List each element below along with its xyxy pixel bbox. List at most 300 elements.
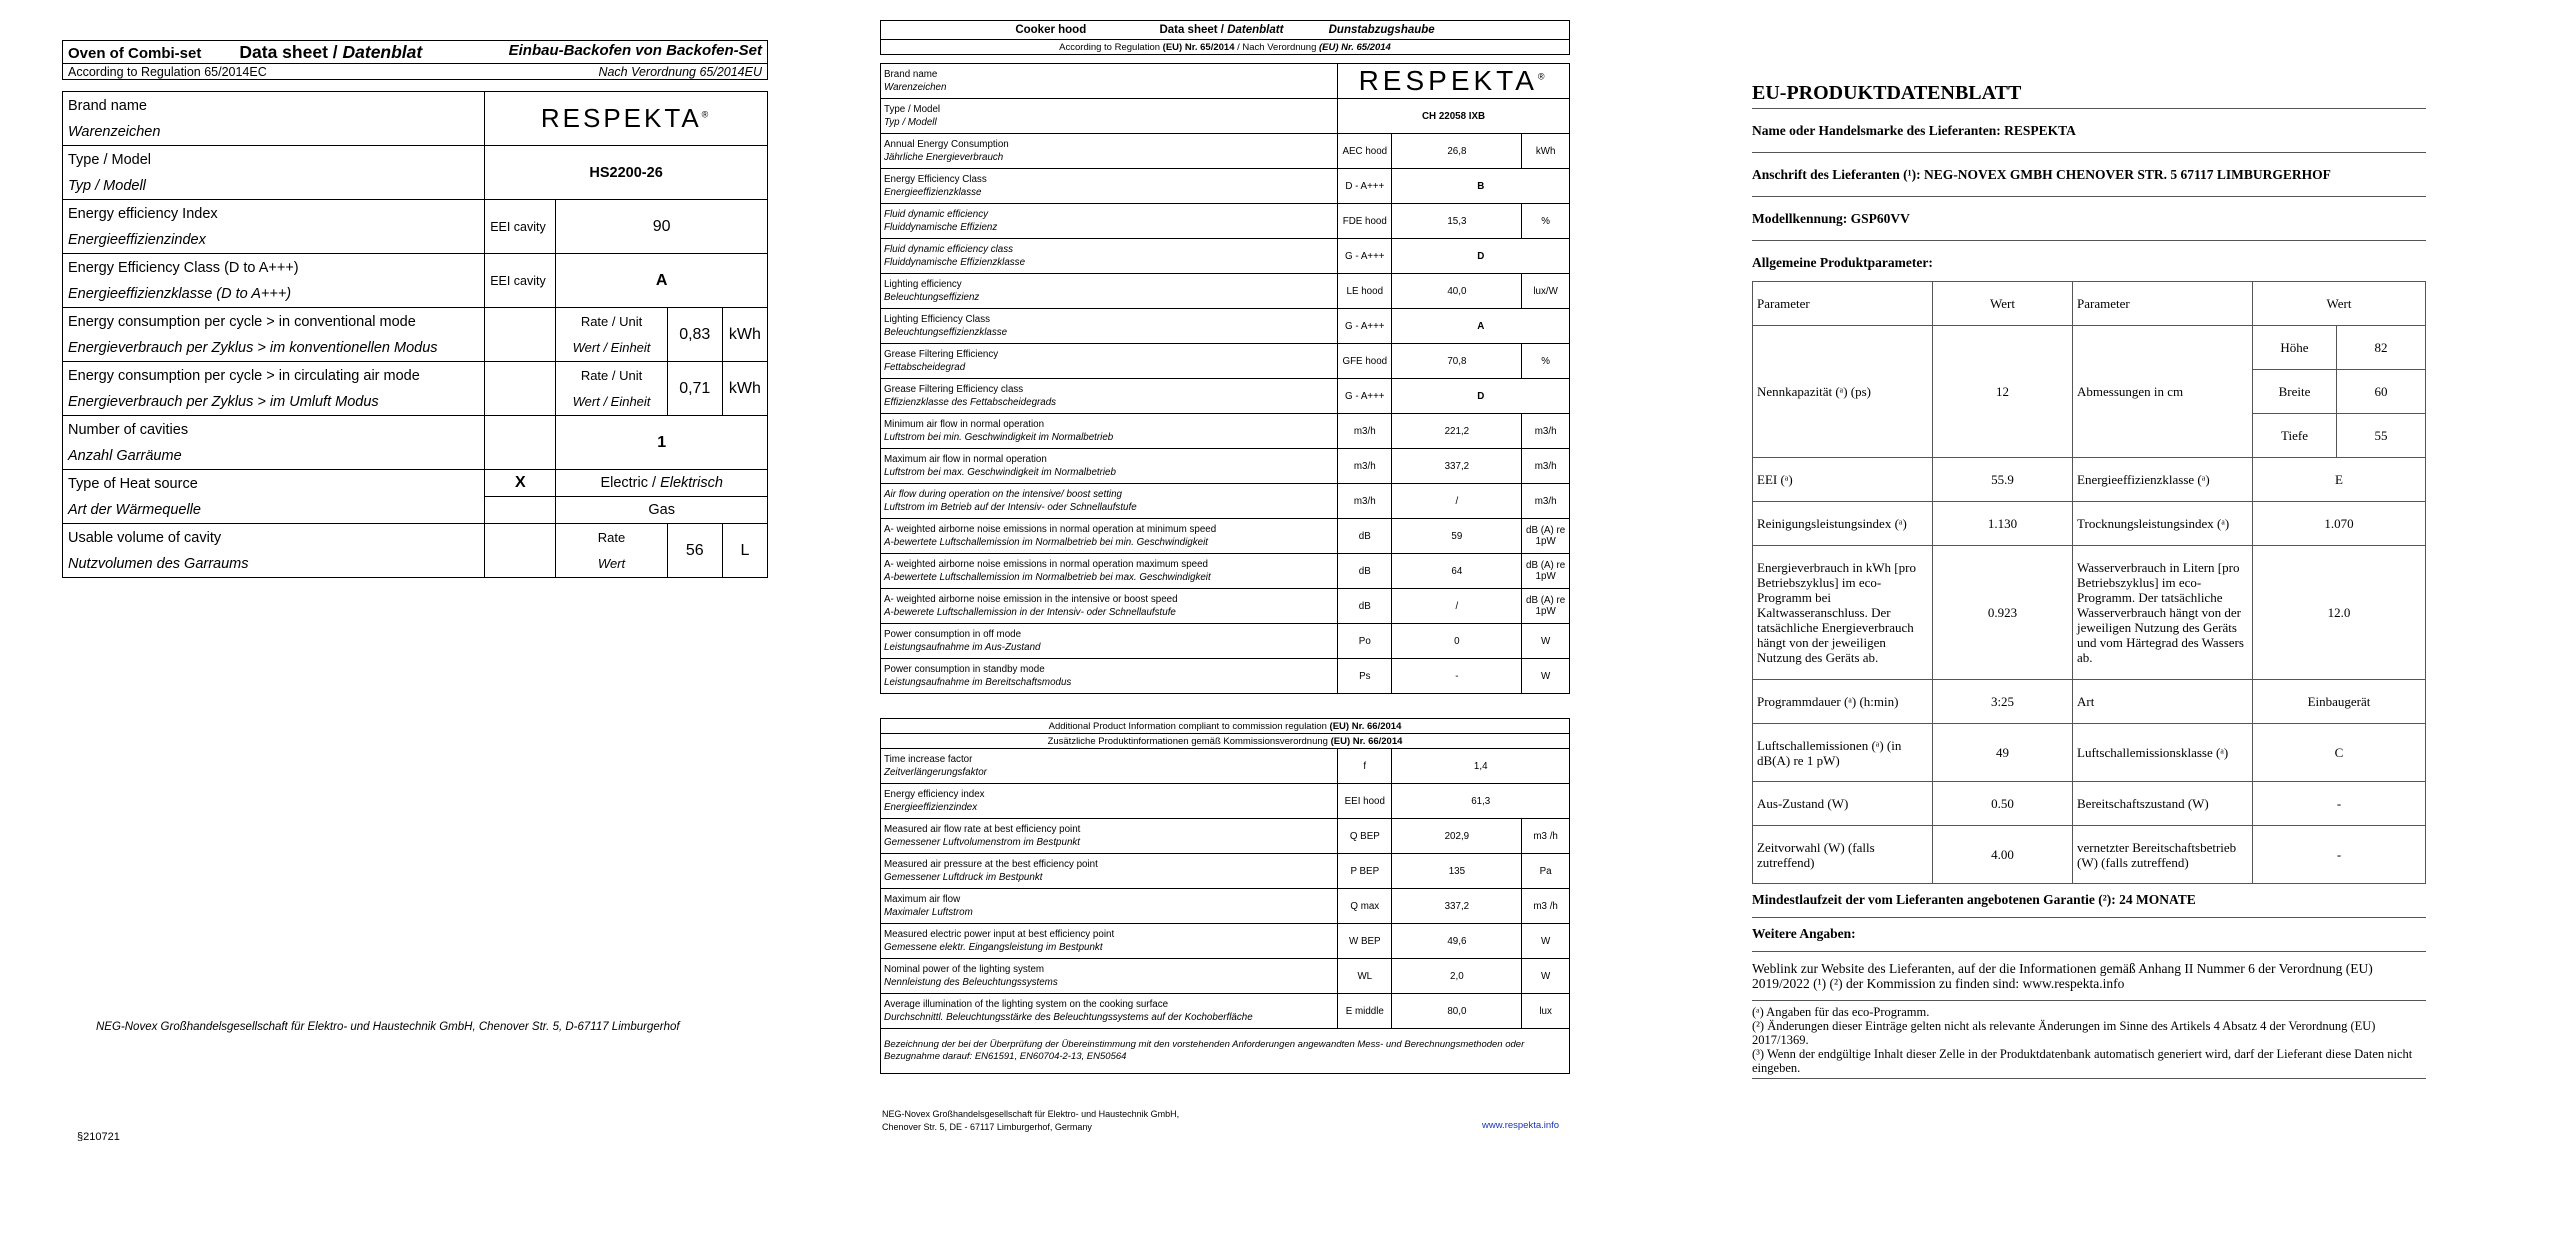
oven-vol-rate-en: Rate	[597, 529, 626, 545]
eu-footnote-c: (³) Wenn der endgültige Inhalt dieser Zelle in der Produktdatenbank automatisch generiert wird, darf der Lieferant diese Daten nicht eingeben.	[1752, 1047, 2413, 1075]
eu-footnotes	[1752, 1001, 2426, 1075]
eu-noiseclass-label: Luftschallemissionsklasse (ᵃ)	[2073, 724, 2253, 782]
hood-row-label	[881, 169, 1338, 204]
hood-row-de: Fluiddynamische Effizienz	[884, 222, 998, 233]
hood-row-en: Fluid dynamic efficiency class	[884, 244, 1014, 255]
hood-add-de: Energieeffizienzindex	[884, 802, 978, 813]
eu-eclass-value: E	[2253, 458, 2426, 502]
eu-duration-label: Programmdauer (ᵃ) (h:min)	[1753, 680, 1933, 724]
hood-add-unit: Q BEP	[1338, 819, 1392, 854]
hood-title-sheet-a: Data sheet /	[1159, 24, 1228, 36]
hood-row-label	[881, 344, 1338, 379]
oven-circ-unit: kWh	[722, 362, 767, 416]
eu-duration-value: 3:25	[1933, 680, 2073, 724]
hood-add-value: 1,4	[1392, 749, 1570, 784]
oven-circ-label	[63, 362, 485, 416]
hood-row-en: Brand name	[884, 69, 938, 80]
hood-title-sheet-b: Datenblatt	[1227, 24, 1284, 36]
hood-row-unit2: kWh	[1522, 134, 1570, 169]
oven-type-en: Type / Model	[68, 151, 152, 168]
hood-row-value: -	[1392, 659, 1522, 694]
hood-add-label	[881, 889, 1338, 924]
hood-row-unit2: m3/h	[1522, 414, 1570, 449]
hood-add-en: Average illumination of the lighting system on the cooking surface	[884, 999, 1169, 1010]
hood-add-row	[881, 784, 1570, 819]
oven-vol-unit: L	[722, 524, 767, 578]
oven-vol-rate	[556, 524, 667, 578]
hood-row-en: Power consumption in standby mode	[884, 664, 1045, 675]
eu-address: Anschrift des Lieferanten (¹): NEG-NOVEX GMBH CHENOVER STR. 5 67117 LIMBURGERHOF	[1752, 153, 2426, 197]
hood-model: CH 22058 IXB	[1338, 99, 1570, 134]
hood-row-en: A- weighted airborne noise emission in the intensive or boost speed	[884, 594, 1178, 605]
eu-delay-label: Zeitvorwahl (W) (falls zutreffend)	[1753, 826, 1933, 884]
eu-capacity-value: 12	[1933, 326, 2073, 458]
eu-energy-value: 0.923	[1933, 546, 2073, 680]
eu-dry-label: Trocknungsleistungsindex (ᵃ)	[2073, 502, 2253, 546]
hood-row	[881, 274, 1570, 309]
hood-row-value: B	[1392, 169, 1570, 204]
oven-conv-rate	[556, 308, 667, 362]
oven-brand-label	[63, 92, 485, 146]
hood-row-en: A- weighted airborne noise emissions in normal operation maximum speed	[884, 559, 1209, 570]
hood-row-de: Beleuchtungseffizienz	[884, 292, 980, 303]
oven-circ-rate-unit: Rate / Unit	[580, 367, 643, 383]
hood-row-de: Energieeffizienzklasse	[884, 187, 982, 198]
oven-eei-label	[63, 200, 485, 254]
hood-add-de: Nennleistung des Beleuchtungssystems	[884, 977, 1058, 988]
hood-add-value: 61,3	[1392, 784, 1570, 819]
oven-vol-rate-de: Wert	[597, 555, 626, 571]
oven-conv-unit: kWh	[722, 308, 767, 362]
hood-row-unit: LE hood	[1338, 274, 1392, 309]
eu-energy-label: Energieverbrauch in kWh [pro Betriebszyklus] im eco-Programm bei Kaltwasseranschluss. Der tatsächliche Energieverbrauch hängt von der jeweiligen Nutzung des Geräts ab.	[1753, 546, 1933, 680]
oven-vol-blank	[485, 524, 556, 578]
eu-eei-value: 55.9	[1933, 458, 2073, 502]
hood-row-unit: G - A+++	[1338, 309, 1392, 344]
hood-row	[881, 449, 1570, 484]
hood-row-unit2: m3/h	[1522, 449, 1570, 484]
hood-add-unit2: m3 /h	[1522, 889, 1570, 924]
oven-brand-en: Brand name	[68, 97, 147, 114]
hood-add-en: Measured air flow rate at best efficiency point	[884, 824, 1081, 835]
oven-eei-en: Energy efficiency Index	[68, 205, 218, 222]
hood-add-de: Gemessener Luftdruck im Bestpunkt	[884, 872, 1043, 883]
oven-eei-value: 90	[556, 200, 768, 254]
hood-row-value: 26,8	[1392, 134, 1522, 169]
eu-off-label: Aus-Zustand (W)	[1753, 782, 1933, 826]
hood-row-value: 59	[1392, 519, 1522, 554]
hood-additional-table	[880, 718, 1570, 1074]
hood-datasheet	[880, 20, 1570, 694]
hood-add-row	[881, 889, 1570, 924]
oven-table	[62, 40, 768, 578]
hood-row-label	[881, 659, 1338, 694]
hood-row-label	[881, 414, 1338, 449]
oven-conv-label	[63, 308, 485, 362]
hood-row-label	[881, 309, 1338, 344]
hood-row-en: Maximum air flow in normal operation	[884, 454, 1047, 465]
hood-add-unit2: Pa	[1522, 854, 1570, 889]
oven-title-left: Oven of Combi-set	[68, 44, 202, 62]
eu-capacity-label: Nennkapazität (ᵃ) (ps)	[1753, 326, 1933, 458]
oven-heat-electric-de: Elektrisch	[660, 475, 723, 491]
hood-logo-cell	[1338, 64, 1570, 99]
eu-clean-value: 1.130	[1933, 502, 2073, 546]
oven-reg-right: Nach Verordnung 65/2014EU	[598, 64, 762, 79]
oven-eei-unit: EEI cavity	[485, 200, 556, 254]
hood-row-unit: dB	[1338, 519, 1392, 554]
hood-row-en: Energy Efficiency Class	[884, 174, 987, 185]
hood-row-value: /	[1392, 589, 1522, 624]
oven-vol-de: Nutzvolumen des Garraums	[68, 555, 249, 572]
oven-eei-de: Energieeffizienzindex	[68, 231, 206, 248]
hood-add-unit: E middle	[1338, 994, 1392, 1029]
hood-website-link[interactable]: www.respekta.info	[1482, 1120, 1560, 1131]
hood-add-unit: EEI hood	[1338, 784, 1392, 819]
hood-reg-a: According to Regulation	[1059, 41, 1163, 53]
hood-add-de: Zeitverlängerungsfaktor	[884, 767, 987, 778]
hood-add-b: (EU) Nr. 66/2014	[1329, 720, 1402, 732]
hood-add-de-a: Zusätzliche Produktinformationen gemäß Kommissionsverordnung	[1047, 735, 1331, 747]
oven-heat-gas-blank	[485, 497, 556, 524]
hood-reg-d: (EU) Nr. 65/2014	[1319, 41, 1391, 53]
oven-circ-value: 0,71	[667, 362, 722, 416]
hood-add-title	[881, 719, 1570, 734]
hood-foot-line1: NEG-Novex Großhandelsgesellschaft für Elektro- und Haustechnik GmbH,	[882, 1109, 1180, 1119]
hood-add-label	[881, 749, 1338, 784]
oven-title-row	[63, 41, 768, 64]
hood-row	[881, 379, 1570, 414]
hood-row	[881, 169, 1570, 204]
oven-type-de: Typ / Modell	[68, 177, 146, 194]
hood-foot-line2: Chenover Str. 5, DE - 67117 Limburgerhof, Germany	[882, 1122, 1092, 1132]
oven-heat-de: Art der Wärmequelle	[68, 501, 201, 518]
hood-row	[881, 64, 1570, 99]
hood-row-value: A	[1392, 309, 1570, 344]
hood-add-label	[881, 959, 1338, 994]
hood-logo-reg: ®	[1537, 71, 1549, 82]
eu-footnote-b: (²) Änderungen dieser Einträge gelten nicht als relevante Änderungen im Sinne des Artikels 4 Absatz 4 der Verordnung (EU) 2017/1369.	[1752, 1019, 2376, 1047]
hood-row-en: Type / Model	[884, 104, 941, 115]
oven-heat-gas: Gas	[556, 497, 768, 524]
oven-class-en: Energy Efficiency Class (D to A+++)	[68, 259, 299, 276]
hood-row-de: A-bewerete Luftschallemission in der Intensiv- oder Schnellaufstufe	[884, 607, 1176, 618]
oven-circ-en: Energy consumption per cycle > in circulating air mode	[68, 367, 420, 384]
eu-art-label: Art	[2073, 680, 2253, 724]
oven-type-label	[63, 146, 485, 200]
hood-add-value: 2,0	[1392, 959, 1522, 994]
hood-row-unit: G - A+++	[1338, 379, 1392, 414]
oven-reg-row	[63, 64, 768, 80]
hood-add-unit: P BEP	[1338, 854, 1392, 889]
hood-row-de: Fettabscheidegrad	[884, 362, 966, 373]
hood-row-unit: D - A+++	[1338, 169, 1392, 204]
hood-rows2	[881, 749, 1570, 1029]
hood-row-label	[881, 519, 1338, 554]
hood-add-row	[881, 819, 1570, 854]
oven-circ-blank	[485, 362, 556, 416]
oven-circ-rate	[556, 362, 667, 416]
hood-add-en: Nominal power of the lighting system	[884, 964, 1045, 975]
eu-water-value: 12.0	[2253, 546, 2426, 680]
hood-row-unit: G - A+++	[1338, 239, 1392, 274]
hood-logo-text: RESPEKTA	[1358, 65, 1538, 96]
oven-logo-text: RESPEKTA	[540, 103, 702, 133]
hood-row-value: D	[1392, 239, 1570, 274]
hood-add-en: Maximum air flow	[884, 894, 961, 905]
hood-reg-row	[881, 40, 1570, 55]
eu-general: Allgemeine Produktparameter:	[1752, 255, 1933, 270]
oven-conv-blank	[485, 308, 556, 362]
oven-cav-blank	[485, 416, 556, 470]
hood-add-en: Measured air pressure at the best efficiency point	[884, 859, 1098, 870]
hood-row-unit2: %	[1522, 344, 1570, 379]
eu-tiefe: Tiefe	[2253, 414, 2337, 458]
oven-heat-electric	[556, 470, 768, 497]
hood-note: Bezeichnung der bei der Überprüfung der Übereinstimmung mit den vorstehenden Anforderungen angewandten Mess- und Berechnungsmethoden oder Bezugnahme darauf: EN61591, EN60704-2-13, EN50564	[881, 1029, 1570, 1074]
hood-add-value: 337,2	[1392, 889, 1522, 924]
hood-add-value: 49,6	[1392, 924, 1522, 959]
oven-gap	[63, 80, 768, 92]
hood-row	[881, 344, 1570, 379]
oven-heat-en: Type of Heat source	[68, 475, 198, 492]
hood-row	[881, 519, 1570, 554]
hood-title-de: Dunstabzugshaube	[1328, 24, 1435, 36]
hood-add-unit: Q max	[1338, 889, 1392, 924]
hood-add-unit2: m3 /h	[1522, 819, 1570, 854]
hood-row-unit: dB	[1338, 554, 1392, 589]
hood-row-de: Jährliche Energieverbrauch	[884, 152, 1004, 163]
oven-class-unit: EEI cavity	[485, 254, 556, 308]
eu-noiseclass-value: C	[2253, 724, 2426, 782]
hood-row-label	[881, 379, 1338, 414]
hood-row	[881, 99, 1570, 134]
hood-add-en: Time increase factor	[884, 754, 973, 765]
hood-row	[881, 414, 1570, 449]
eu-dry-value: 1.070	[2253, 502, 2426, 546]
oven-model: HS2200-26	[485, 146, 768, 200]
hood-row-value: 15,3	[1392, 204, 1522, 239]
hood-row-de: A-bewertete Luftschallemission im Normalbetrieb bei min. Geschwindigkeit	[884, 537, 1208, 548]
hood-row-de: Leistungsaufnahme im Aus-Zustand	[884, 642, 1041, 653]
hood-title-product: Cooker hood	[1015, 24, 1087, 36]
hood-row	[881, 589, 1570, 624]
hood-row-en: A- weighted airborne noise emissions in normal operation at minimum speed	[884, 524, 1217, 535]
oven-title-mid-b: Datenblat	[342, 41, 423, 62]
eu-water-label: Wasserverbrauch in Litern [pro Betriebszyklus] im eco-Programm. Der tatsächliche Wasserverbrauch hängt von der jeweiligen Nutzung des Geräts und vom Härtegrad des Wassers ab.	[2073, 546, 2253, 680]
oven-datasheet	[62, 40, 768, 578]
eu-breite: Breite	[2253, 370, 2337, 414]
oven-title-mid-a: Data sheet /	[239, 41, 343, 62]
eu-tiefe-value: 55	[2337, 414, 2426, 458]
hood-row-unit2: dB (A) re 1pW	[1522, 519, 1570, 554]
hood-row	[881, 204, 1570, 239]
hood-row	[881, 134, 1570, 169]
hood-row-label	[881, 204, 1338, 239]
hood-add-value: 135	[1392, 854, 1522, 889]
hood-row-label	[881, 449, 1338, 484]
eu-title: EU-PRODUKTDATENBLATT	[1752, 82, 2022, 104]
hood-rows	[881, 64, 1570, 694]
oven-brand-de: Warenzeichen	[68, 123, 161, 140]
hood-row-en: Annual Energy Consumption	[884, 139, 1009, 150]
hood-row-de: Warenzeichen	[884, 82, 947, 93]
eu-footnote-a: (ᵃ) Angaben für das eco-Programm.	[1752, 1005, 1930, 1019]
oven-class-de: Energieeffizienzklasse (D to A+++)	[68, 285, 292, 302]
hood-row-en: Minimum air flow in normal operation	[884, 419, 1045, 430]
hood-add-label	[881, 784, 1338, 819]
hood-gap	[881, 55, 1570, 64]
oven-conv-de: Energieverbrauch per Zyklus > im konventionellen Modus	[68, 339, 438, 356]
hood-row-value: 70,8	[1392, 344, 1522, 379]
oven-footer: NEG-Novex Großhandelsgesellschaft für Elektro- und Haustechnik GmbH, Chenover Str. 5, D-67117 Limburgerhof	[96, 1021, 680, 1033]
hood-row-en: Lighting efficiency	[884, 279, 962, 290]
eu-breite-value: 60	[2337, 370, 2426, 414]
hood-add-de-b: (EU) Nr. 66/2014	[1330, 735, 1403, 747]
hood-add-row	[881, 924, 1570, 959]
hood-row-unit: AEC hood	[1338, 134, 1392, 169]
hood-footer-address	[882, 1108, 1179, 1134]
hood-row-value: 40,0	[1392, 274, 1522, 309]
hood-row-label	[881, 239, 1338, 274]
hood-add-row	[881, 994, 1570, 1029]
hood-row-de: Typ / Modell	[884, 117, 937, 128]
hood-row-label	[881, 64, 1338, 99]
hood-row-value: 337,2	[1392, 449, 1522, 484]
hood-row-label	[881, 589, 1338, 624]
eu-col-param: Parameter	[1753, 282, 1933, 326]
oven-cav-de: Anzahl Garräume	[68, 447, 182, 464]
oven-cav-en: Number of cavities	[68, 421, 189, 438]
eu-col-param2: Parameter	[2073, 282, 2253, 326]
hood-row-label	[881, 624, 1338, 659]
eu-product-sheet	[1752, 82, 2426, 1079]
oven-conv-rate-unit: Rate / Unit	[580, 313, 643, 329]
hood-additional-info	[880, 718, 1570, 1074]
hood-row-unit: Ps	[1338, 659, 1392, 694]
eu-standby-label: Bereitschaftszustand (W)	[2073, 782, 2253, 826]
hood-row-de: Luftstrom bei max. Geschwindigkeit im Normalbetrieb	[884, 467, 1116, 478]
hood-add-label	[881, 854, 1338, 889]
hood-row-label	[881, 134, 1338, 169]
hood-add-a: Additional Product Information compliant to commission regulation	[1048, 720, 1330, 732]
hood-row-de: Luftstrom bei min. Geschwindigkeit im Normalbetrieb	[884, 432, 1114, 443]
hood-row-label	[881, 484, 1338, 519]
eu-art-value: Einbaugerät	[2253, 680, 2426, 724]
hood-row-value: 0	[1392, 624, 1522, 659]
hood-row-value: D	[1392, 379, 1570, 414]
eu-col-wert2: Wert	[2253, 282, 2426, 326]
oven-heat-x: X	[485, 470, 556, 497]
hood-row-unit2: %	[1522, 204, 1570, 239]
eu-guarantee: Mindestlaufzeit der vom Lieferanten angebotenen Garantie (²): 24 MONATE	[1752, 884, 2426, 918]
eu-noise-label: Luftschallemissionen (ᵃ) (in dB(A) re 1 pW)	[1753, 724, 1933, 782]
hood-table	[880, 20, 1570, 694]
hood-title-row	[881, 21, 1570, 40]
hood-add-label	[881, 924, 1338, 959]
hood-add-unit: W BEP	[1338, 924, 1392, 959]
hood-row-unit: Po	[1338, 624, 1392, 659]
eu-off-value: 0.50	[1933, 782, 2073, 826]
hood-row	[881, 484, 1570, 519]
oven-cav-value: 1	[556, 416, 768, 470]
hood-add-unit2: lux	[1522, 994, 1570, 1029]
hood-row-label	[881, 274, 1338, 309]
eu-col-wert: Wert	[1933, 282, 2073, 326]
hood-row-value: /	[1392, 484, 1522, 519]
hood-row-unit: m3/h	[1338, 484, 1392, 519]
eu-dims-label: Abmessungen in cm	[2073, 326, 2253, 458]
eu-eclass-label: Energieeffizienzklasse (ᵃ)	[2073, 458, 2253, 502]
hood-reg-c: / Nach Verordnung	[1234, 41, 1319, 53]
oven-cav-label	[63, 416, 485, 470]
hood-add-unit2: W	[1522, 959, 1570, 994]
hood-row-unit: FDE hood	[1338, 204, 1392, 239]
hood-row	[881, 659, 1570, 694]
hood-add-value: 202,9	[1392, 819, 1522, 854]
hood-add-title-de	[881, 734, 1570, 749]
hood-row-unit2: dB (A) re 1pW	[1522, 589, 1570, 624]
hood-row-en: Air flow during operation on the intensive/ boost setting	[884, 489, 1122, 500]
eu-supplier: Name oder Handelsmarke des Lieferanten: RESPEKTA	[1752, 109, 2426, 153]
hood-row-en: Grease Filtering Efficiency class	[884, 384, 1024, 395]
hood-row	[881, 554, 1570, 589]
hood-row	[881, 309, 1570, 344]
hood-add-label	[881, 994, 1338, 1029]
oven-vol-label	[63, 524, 485, 578]
hood-add-unit: f	[1338, 749, 1392, 784]
eu-standby-value: -	[2253, 782, 2426, 826]
hood-row-en: Power consumption in off mode	[884, 629, 1022, 640]
hood-row	[881, 624, 1570, 659]
hood-row-de: Luftstrom im Betrieb auf der Intensiv- oder Schnellaufstufe	[884, 502, 1137, 513]
hood-row-unit2: W	[1522, 624, 1570, 659]
hood-row-unit2: W	[1522, 659, 1570, 694]
oven-code: §210721	[77, 1131, 120, 1143]
hood-row-unit2: m3/h	[1522, 484, 1570, 519]
eu-netstandby-label: vernetzter Bereitschaftsbetrieb (W) (falls zutreffend)	[2073, 826, 2253, 884]
hood-row-value: 64	[1392, 554, 1522, 589]
hood-row	[881, 239, 1570, 274]
oven-class-value: A	[556, 254, 768, 308]
oven-vol-en: Usable volume of cavity	[68, 529, 222, 546]
hood-row-en: Lighting Efficiency Class	[884, 314, 991, 325]
oven-conv-en: Energy consumption per cycle > in conventional mode	[68, 313, 416, 330]
oven-heat-label	[63, 470, 485, 524]
oven-circ-de: Energieverbrauch per Zyklus > im Umluft Modus	[68, 393, 379, 410]
hood-row-unit: GFE hood	[1338, 344, 1392, 379]
oven-conv-wert: Wert / Einheit	[572, 339, 651, 355]
hood-add-de: Maximaler Luftstrom	[884, 907, 973, 918]
eu-delay-value: 4.00	[1933, 826, 2073, 884]
hood-add-value: 80,0	[1392, 994, 1522, 1029]
hood-add-row	[881, 959, 1570, 994]
eu-param-table	[1752, 281, 2426, 884]
eu-hoehe-value: 82	[2337, 326, 2426, 370]
hood-row-label	[881, 99, 1338, 134]
oven-conv-value: 0,83	[667, 308, 722, 362]
hood-add-en: Measured electric power input at best efficiency point	[884, 929, 1115, 940]
eu-model: Modellkennung: GSP60VV	[1752, 197, 2426, 241]
oven-brand-logo	[485, 92, 768, 146]
eu-weblink: Weblink zur Website des Lieferanten, auf der die Informationen gemäß Anhang II Nummer 6 der Verordnung (EU) 2019/2022 (¹) (²) der Kommission zu finden sind: www.respekta.info	[1752, 952, 2426, 1001]
eu-hoehe: Höhe	[2253, 326, 2337, 370]
hood-row-label	[881, 554, 1338, 589]
hood-row-en: Grease Filtering Efficiency	[884, 349, 999, 360]
hood-add-unit: WL	[1338, 959, 1392, 994]
hood-row-de: Leistungsaufnahme im Bereitschaftsmodus	[884, 677, 1072, 688]
hood-row-value: 221,2	[1392, 414, 1522, 449]
